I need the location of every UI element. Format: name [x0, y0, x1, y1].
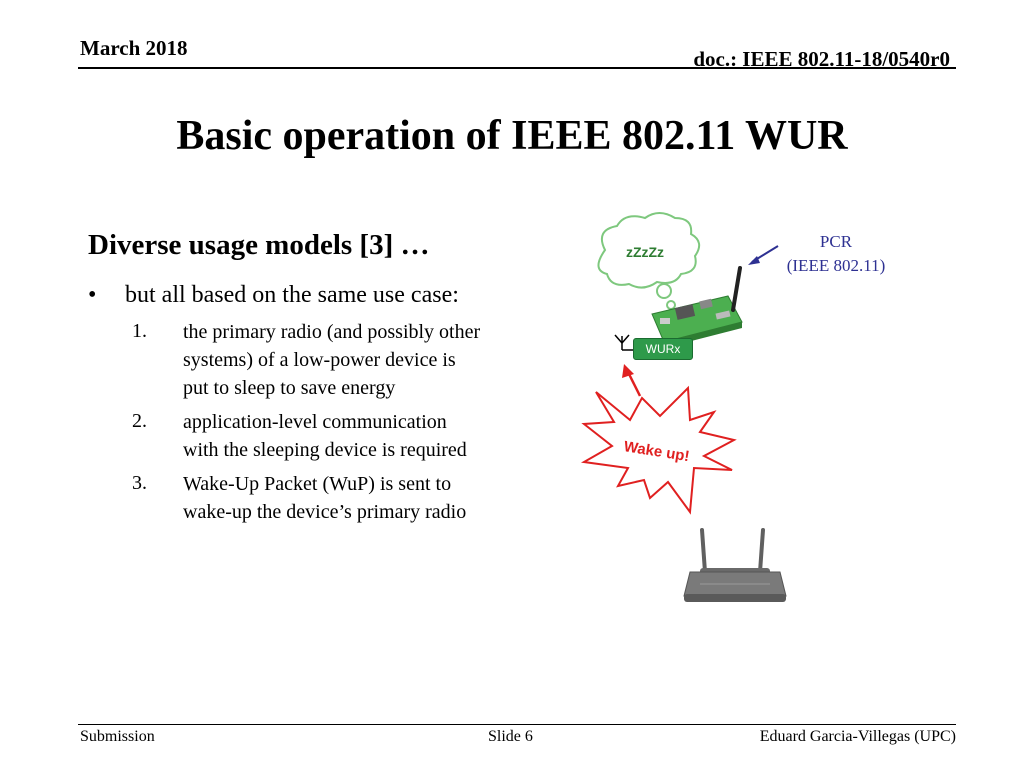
pcr-label-line: (IEEE 802.11) [786, 256, 886, 275]
step-line: application-level communication [183, 411, 447, 433]
antenna-icon [615, 335, 633, 350]
footer-submission: Submission [80, 728, 155, 745]
step-line: systems) of a low-power device is [183, 349, 456, 371]
step-number: 3. [132, 472, 147, 494]
step-line: with the sleeping device is required [183, 439, 467, 461]
step-line: put to sleep to save energy [183, 377, 396, 399]
sleep-bubble-text: zZzZz [625, 244, 665, 260]
subheading: Diverse usage models [3] … [88, 229, 430, 261]
step-number: 2. [132, 410, 147, 432]
step-line: wake-up the device’s primary radio [183, 501, 467, 523]
header-doc-id: doc.: IEEE 802.11-18/0540r0 [693, 47, 950, 71]
bullet-text: but all based on the same use case: [125, 282, 459, 308]
slide-title: Basic operation of IEEE 802.11 WUR [176, 113, 848, 159]
router-icon [684, 530, 786, 602]
step-line: the primary radio (and possibly other [183, 321, 481, 343]
header-date: March 2018 [80, 36, 188, 60]
wurx-label: WURx [633, 338, 693, 360]
footer-slide-number: Slide 6 [488, 728, 533, 745]
thought-bubble-icon [598, 213, 699, 309]
wake-up-label: Wake up! [622, 438, 691, 466]
footer-divider [78, 724, 956, 725]
pcr-label-line: PCR [819, 232, 853, 251]
pcr-label [770, 230, 902, 278]
footer-author: Eduard Garcia-Villegas (UPC) [759, 728, 956, 745]
step-number: 1. [132, 320, 147, 342]
step-line: Wake-Up Packet (WuP) is sent to [183, 473, 452, 495]
bullet-marker: • [88, 282, 97, 308]
up-arrow-icon [622, 364, 640, 396]
